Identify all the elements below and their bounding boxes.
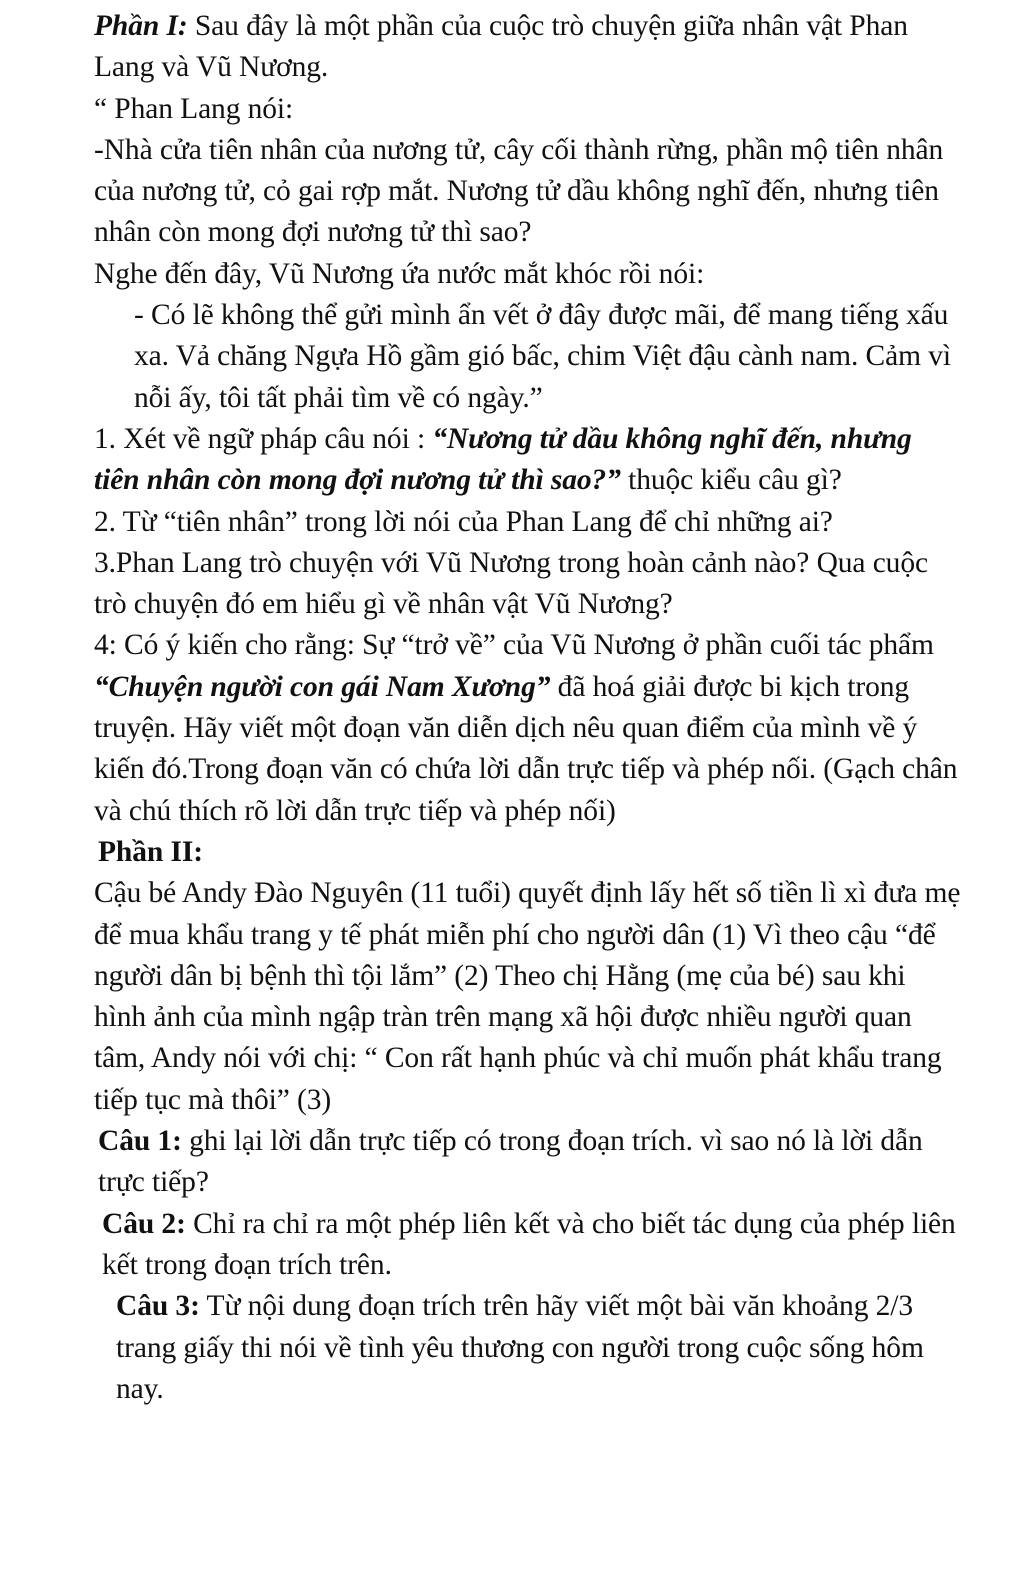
question-2: 2. Từ “tiên nhân” trong lời nói của Phan Lang để chỉ những ai? — [94, 505, 833, 538]
part2-heading: Phần II: — [98, 835, 203, 868]
part2-question-2: Câu 2: Chỉ ra chỉ ra một phép liên kết và cho biết tác dụng của phép liên kết trong đoạn trích trên. — [102, 1207, 956, 1281]
quote-open: “ Phan Lang nói: — [94, 92, 294, 125]
part2-question-3: Câu 3: Từ nội dung đoạn trích trên hãy viết một bài văn khoảng 2/3 trang giấy thi nói về tình yêu thương con người trong cuộc sống hôm nay. — [116, 1290, 924, 1405]
narration: Nghe đến đây, Vũ Nương ứa nước mắt khóc rồi nói: — [94, 257, 705, 290]
question-label: Câu 1: — [98, 1125, 182, 1158]
question-3: 3.Phan Lang trò chuyện với Vũ Nương trong hoàn cảnh nào? Qua cuộc trò chuyện đó em hiểu gì về nhân vật Vũ Nương? — [94, 546, 928, 621]
vu-nuong-speech: - Có lẽ không thể gửi mình ẩn vết ở đây được mãi, để mang tiếng xấu xa. Vả chăng Ngựa Hồ gầm gió bấc, chim Việt đậu cành nam. Cảm vì nỗi ấy, tôi tất phải tìm về có ngày.” — [134, 299, 951, 414]
question-label: Câu 3: — [116, 1290, 200, 1323]
part1-heading: Phần I: — [94, 10, 188, 42]
work-title: “Chuyện người con gái Nam Xương” — [94, 670, 551, 703]
question-1-quote: “Nương tử dầu không nghĩ đến, nhưng tiên nhân còn mong đợi nương tử thì sao?” — [94, 422, 912, 497]
part2-passage: Cậu bé Andy Đào Nguyên (11 tuổi) quyết định lấy hết số tiền lì xì đưa mẹ để mua khẩu trang y tế phát miễn phí cho người dân (1) Vì theo cậu “để người dân bị bệnh thì tội lắm” (2) Theo chị Hằng (mẹ của bé) sau khi hình ảnh của mình ngập tràn trên mạng xã hội được nhiều người quan tâm, Andy nói với chị: “ Con rất hạnh phúc và chỉ muốn phát khẩu trang tiếp tục mà thôi” (3) — [94, 877, 961, 1116]
question-label: Câu 2: — [102, 1207, 186, 1240]
question-4: 4: Có ý kiến cho rằng: Sự “trở về” của Vũ Nương ở phần cuối tác phẩm “Chuyện người con gái Nam Xương” đã hoá giải được bi kịch trong truyện. Hãy viết một đoạn văn diễn dịch nêu quan điểm của mình về ý kiến đó.Trong đoạn văn có chứa lời dẫn trực tiếp và phép nối. (Gạch chân và chú thích rõ lời dẫn trực tiếp và phép nối) — [94, 629, 958, 827]
part2-question-1: Câu 1: ghi lại lời dẫn trực tiếp có trong đoạn trích. vì sao nó là lời dẫn trực tiếp? — [98, 1125, 923, 1199]
phan-lang-speech: -Nhà cửa tiên nhân của nương tử, cây cối thành rừng, phần mộ tiên nhân của nương tử, cỏ gai rợp mắt. Nương tử dầu không nghĩ đến, nhưng tiên nhân còn mong đợi nương tử thì sao? — [94, 133, 944, 249]
part1-intro: Phần I: Sau đây là một phần của cuộc trò chuyện giữa nhân vật Phan Lang và Vũ Nương. — [94, 10, 908, 84]
question-1: 1. Xét về ngữ pháp câu nói : “Nương tử dầu không nghĩ đến, nhưng tiên nhân còn mong đợi nương tử thì sao?” thuộc kiểu câu gì? — [94, 422, 912, 497]
